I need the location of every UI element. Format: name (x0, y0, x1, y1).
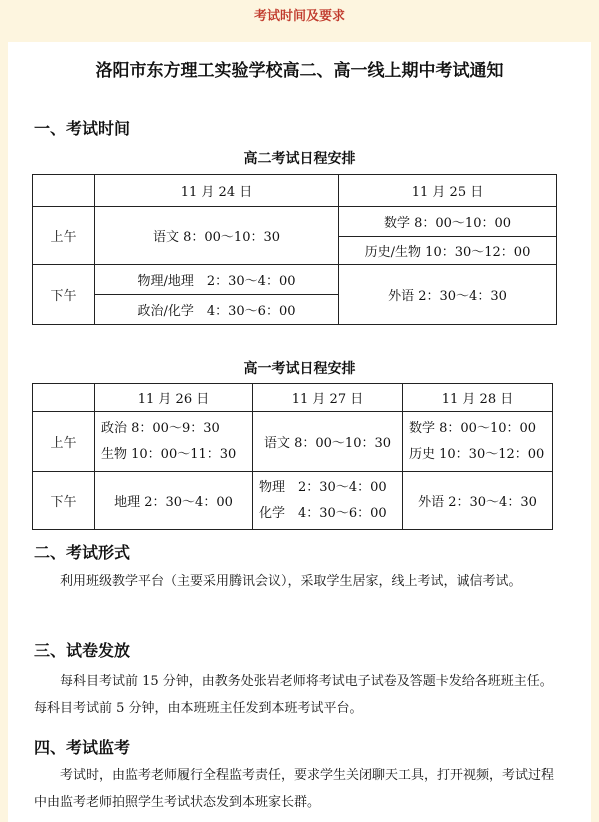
paragraph-proctoring: 考试时，由监考老师履行全程监考责任，要求学生关闭聊天工具，打开视频，考试过程中由监考老师拍照学生考试状态发到本班家长群。 (34, 768, 555, 810)
exam-slot-group (403, 412, 553, 472)
table-header-date: 11 月 25 日 (339, 175, 557, 207)
exam-slot: 外语 2：30～4：30 (403, 472, 553, 530)
schedule-table-grade-10 (32, 383, 553, 530)
exam-slot: 语文 8：00～10：30 (253, 412, 403, 472)
table-title-grade-10: 高一考试日程安排 (243, 361, 356, 377)
exam-slot: 外语 2：30～4：30 (339, 265, 557, 325)
exam-slot: 物理 2：30～4：00 (259, 479, 387, 495)
exam-slot-group (95, 412, 253, 472)
section-heading-paper-distribution: 三、试卷发放 (34, 641, 131, 660)
table-corner-cell (33, 175, 95, 207)
exam-slot: 生物 10：00～11：30 (101, 446, 237, 462)
exam-slot: 政治/化学 4：30～6：00 (95, 295, 339, 325)
exam-slot: 数学 8：00～10：00 (339, 207, 557, 237)
row-label-afternoon: 下午 (33, 265, 95, 325)
exam-slot: 地理 2：30～4：00 (95, 472, 253, 530)
table-header-date: 11 月 24 日 (95, 175, 339, 207)
exam-slot: 化学 4：30～6：00 (259, 505, 387, 521)
document-page (8, 42, 591, 822)
paragraph-exam-format: 利用班级教学平台（主要采用腾讯会议），采取学生居家，线上考试，诚信考试。 (60, 574, 522, 589)
table-header-date: 11 月 28 日 (403, 384, 553, 412)
table-header-date: 11 月 26 日 (95, 384, 253, 412)
table-title-grade-11: 高二考试日程安排 (243, 151, 356, 167)
page-banner: 考试时间及要求 (253, 9, 345, 24)
paragraph-paper-distribution: 每科目考试前 15 分钟，由教务处张岩老师将考试电子试卷及答题卡发给各班班主任。每科目考试前 5 分钟，由本班班主任发到本班考试平台。 (34, 674, 553, 716)
exam-slot: 物理/地理 2：30～4：00 (95, 265, 339, 295)
document-title: 洛阳市东方理工实验学校高二、高一线上期中考试通知 (95, 61, 504, 81)
row-label-morning: 上午 (33, 412, 95, 472)
row-label-morning: 上午 (33, 207, 95, 265)
table-corner-cell (33, 384, 95, 412)
exam-slot: 数学 8：00～10：00 (409, 420, 537, 436)
section-heading-proctoring: 四、考试监考 (34, 738, 131, 757)
exam-slot-group (253, 472, 403, 530)
row-label-afternoon: 下午 (33, 472, 95, 530)
exam-slot: 历史 10：30～12：00 (409, 446, 545, 462)
section-heading-exam-format: 二、考试形式 (34, 543, 131, 562)
table-header-date: 11 月 27 日 (253, 384, 403, 412)
schedule-table-grade-11 (32, 174, 557, 325)
exam-slot: 政治 8：00～9：30 (101, 420, 220, 436)
exam-slot: 历史/生物 10：30～12：00 (339, 237, 557, 265)
section-heading-exam-time: 一、考试时间 (34, 119, 131, 138)
exam-slot: 语文 8：00～10：30 (95, 207, 339, 265)
